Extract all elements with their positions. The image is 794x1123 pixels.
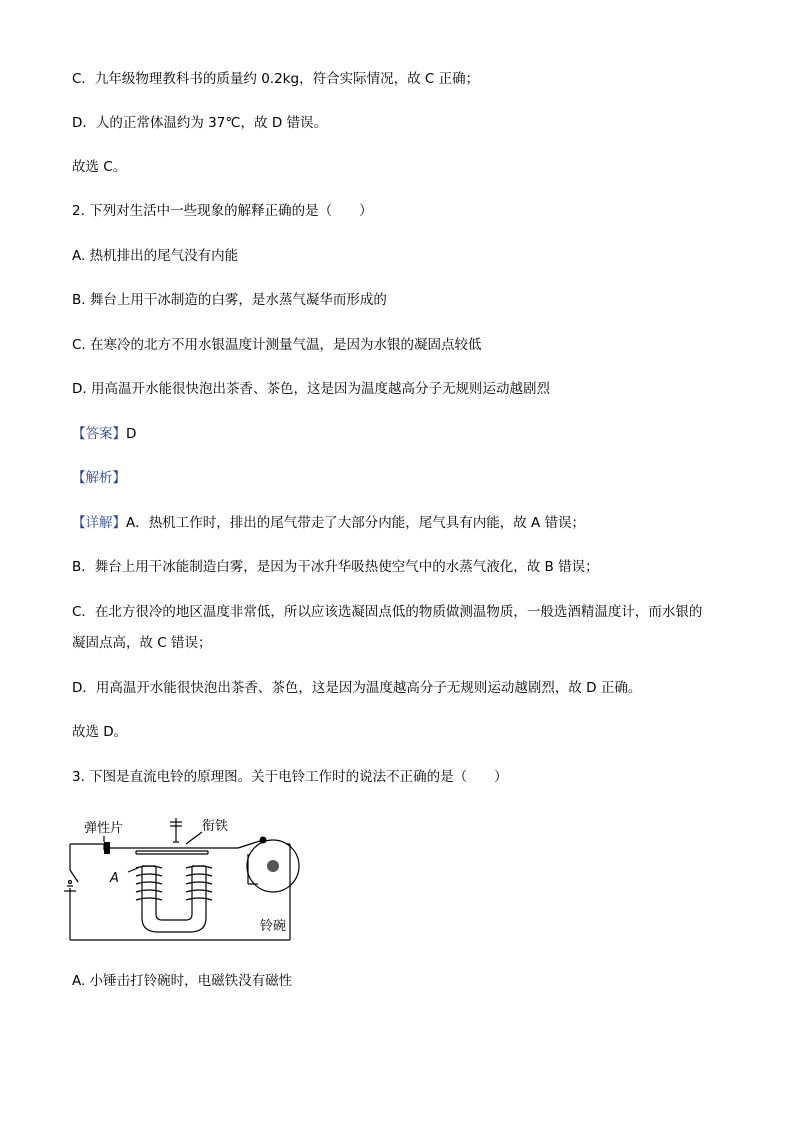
question-2-option-b: B. 舞台上用干冰制造的白雾，是水蒸气凝华而形成的	[72, 292, 387, 308]
label-spring-plate: 弹性片	[84, 821, 124, 836]
question-2-option-a: A. 热机排出的尾气没有内能	[72, 248, 239, 264]
question-3-stem: 3. 下图是直流电铃的原理图。关于电铃工作时的说法不正确的是（ ）	[72, 769, 508, 785]
detail-a-text: A．热机工作时，排出的尾气带走了大部分内能，尾气具有内能，故 A 错误；	[126, 515, 586, 531]
conclusion-q2: 故选 D。	[72, 724, 128, 740]
detail-tag: 【详解】	[72, 515, 126, 531]
electric-bell-diagram	[58, 806, 308, 946]
detail-c-line-1: C．在北方很冷的地区温度非常低，所以应该选凝固点低的物质做测温物质，一般选酒精温度计，而水银的	[72, 604, 703, 620]
answer-value: D	[126, 426, 137, 442]
detail-d: D．用高温开水能很快泡出茶香、茶色，这是因为温度越高分子无规则运动越剧烈，故 D 正确。	[72, 680, 642, 696]
label-armature: 衔铁	[202, 819, 229, 834]
explanation-option-c: C．九年级物理教科书的质量约 0.2kg，符合实际情况，故 C 正确；	[72, 71, 480, 87]
detail-c-line-2: 凝固点高，故 C 错误；	[72, 635, 212, 651]
answer-line	[72, 425, 136, 443]
detail-b: B．舞台上用干冰能制造白雾，是因为干冰升华吸热使空气中的水蒸气液化，故 B 错误；	[72, 559, 599, 575]
explanation-option-d: D．人的正常体温约为 37℃，故 D 错误。	[72, 115, 328, 131]
analysis-tag: 【解析】	[72, 470, 126, 486]
question-2-option-c: C. 在寒冷的北方不用水银温度计测量气温，是因为水银的凝固点较低	[72, 337, 482, 353]
label-bell-bowl: 铃碗	[260, 919, 287, 934]
conclusion-q1: 故选 C。	[72, 159, 127, 175]
detail-a	[72, 514, 585, 532]
answer-tag: 【答案】	[72, 426, 126, 442]
question-2-stem: 2. 下列对生活中一些现象的解释正确的是（ ）	[72, 203, 373, 219]
label-a: A	[110, 871, 119, 886]
question-2-option-d: D. 用高温开水能很快泡出茶香、茶色，这是因为温度越高分子无规则运动越剧烈	[72, 381, 550, 397]
question-3-option-a: A. 小锤击打铃碗时，电磁铁没有磁性	[72, 973, 293, 989]
